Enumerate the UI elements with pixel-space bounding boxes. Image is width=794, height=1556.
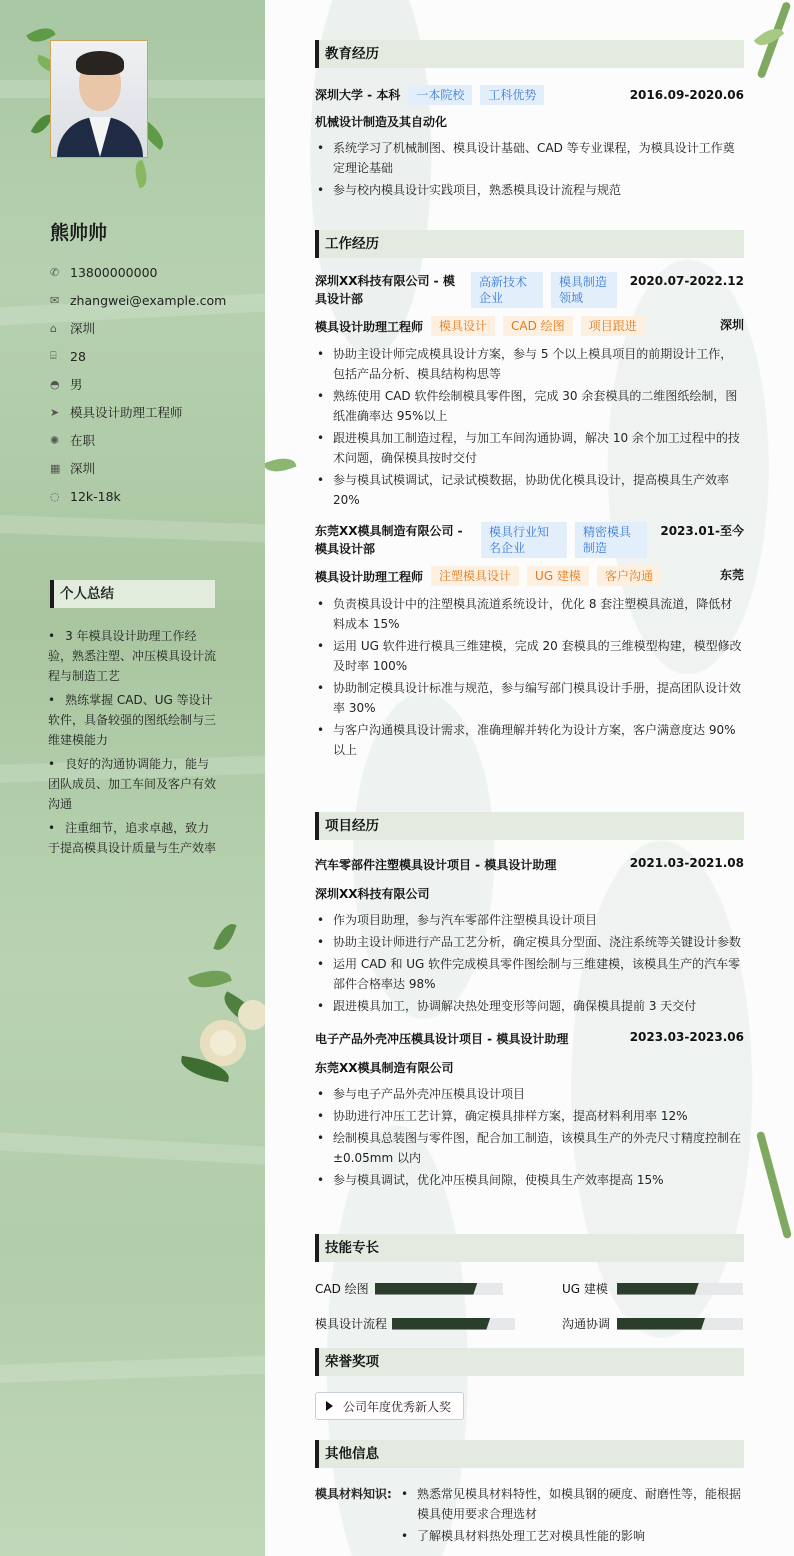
vine-decoration bbox=[756, 1131, 792, 1239]
projects-title: 项目经历 bbox=[315, 812, 744, 840]
other-item: • 熟悉常见模具材料特性，如模具钢的硬度、耐磨性等，能根据模具使用要求合理选材 bbox=[399, 1484, 744, 1524]
email-icon: ✉ bbox=[50, 293, 60, 307]
skill-bar bbox=[375, 1283, 503, 1295]
project-company: 东莞XX模具制造有限公司 bbox=[315, 1061, 454, 1075]
project-duty: • 作为项目助理，参与汽车零部件注塑模具设计项目 bbox=[315, 910, 744, 930]
job-duty: • 参与模具试模调试，记录试模数据，协助优化模具设计，提高模具生产效率 20% bbox=[315, 470, 744, 510]
phone-icon: ✆ bbox=[50, 265, 60, 279]
project-duties bbox=[315, 1084, 744, 1190]
project-name: 电子产品外壳冲压模具设计项目 - 模具设计助理 bbox=[315, 1032, 569, 1046]
info-gender bbox=[50, 370, 226, 398]
project-duty: • 协助进行冲压工艺计算，确定模具排样方案，提高材料利用率 12% bbox=[315, 1106, 744, 1126]
job-duties bbox=[315, 344, 744, 510]
school-tag: 工科优势 bbox=[480, 85, 544, 105]
leaf-decoration bbox=[131, 160, 151, 189]
info-phone bbox=[50, 258, 226, 286]
projects-section bbox=[315, 812, 744, 1192]
education-section bbox=[315, 40, 744, 202]
job-skill-tag: 模具设计 bbox=[431, 316, 495, 336]
skill-bar-fill bbox=[617, 1318, 705, 1330]
job-date: 2020.07-2022.12 bbox=[629, 274, 744, 288]
job-date: 2023.01-至今 bbox=[660, 524, 744, 538]
job-icon: ➤ bbox=[50, 405, 60, 419]
education-date: 2016.09-2020.06 bbox=[629, 88, 744, 102]
profile-photo bbox=[50, 40, 148, 158]
skills-section bbox=[315, 1234, 744, 1332]
education-list bbox=[315, 138, 744, 200]
city-icon: ▦ bbox=[50, 461, 61, 475]
job-duties bbox=[315, 594, 744, 760]
awards-title: 荣誉奖项 bbox=[315, 1348, 744, 1376]
skill-bar-fill bbox=[617, 1283, 699, 1295]
other-section bbox=[315, 1440, 744, 1548]
skill-bar bbox=[617, 1318, 743, 1330]
project-duty: • 参与电子产品外壳冲压模具设计项目 bbox=[315, 1084, 744, 1104]
project-name: 汽车零部件注塑模具设计项目 - 模具设计助理 bbox=[315, 858, 557, 872]
project-entry bbox=[315, 856, 744, 1016]
profile-name: 熊帅帅 bbox=[50, 222, 108, 244]
job-duty: • 协助制定模具设计标准与规范，参与编写部门模具设计手册，提高团队设计效率 30% bbox=[315, 678, 744, 718]
other-list bbox=[399, 1484, 744, 1548]
skill-item bbox=[315, 1280, 515, 1297]
education-header bbox=[315, 85, 744, 105]
other-row bbox=[315, 1484, 744, 1548]
project-duty: • 运用 CAD 和 UG 软件完成模具零件图绘制与三维建模，该模具生产的汽车零部件合格率达 98% bbox=[315, 954, 744, 994]
work-title: 工作经历 bbox=[315, 230, 744, 258]
job-skill-tag: CAD 绘图 bbox=[503, 316, 573, 336]
info-text: 深圳 bbox=[70, 461, 96, 476]
play-triangle-icon bbox=[326, 1401, 333, 1411]
summary-item: • 注重细节，追求卓越，致力于提高模具设计质量与生产效率 bbox=[48, 818, 218, 858]
job-skill-tag: 注塑模具设计 bbox=[431, 566, 519, 586]
info-text: 深圳 bbox=[70, 321, 96, 336]
job-duty: • 与客户沟通模具设计需求，准确理解并转化为设计方案，客户满意度达 90%以上 bbox=[315, 720, 744, 760]
work-section bbox=[315, 230, 744, 762]
project-duty: • 协助主设计师进行产品工艺分析，确定模具分型面、浇注系统等关键设计参数 bbox=[315, 932, 744, 952]
job-tag: 精密模具制造 bbox=[575, 522, 647, 558]
job-duty: • 协助主设计师完成模具设计方案，参与 5 个以上模具项目的前期设计工作，包括产品分析、模具结构构思等 bbox=[315, 344, 744, 384]
job-role: 模具设计助理工程师 bbox=[315, 569, 424, 584]
project-header bbox=[315, 1030, 744, 1047]
skill-bar-fill bbox=[392, 1318, 490, 1330]
job-skill-tag: 客户沟通 bbox=[597, 566, 661, 586]
texture-streak bbox=[0, 1132, 265, 1167]
skill-name: CAD 绘图 bbox=[315, 1282, 369, 1296]
education-item: • 参与校内模具设计实践项目，熟悉模具设计流程与规范 bbox=[315, 180, 744, 200]
skills-row bbox=[315, 1280, 744, 1297]
status-icon: ✺ bbox=[50, 433, 60, 447]
skill-bar bbox=[392, 1318, 515, 1330]
job-skill-tag: 项目跟进 bbox=[581, 316, 645, 336]
job-city: 深圳 bbox=[719, 318, 744, 332]
job-duty: • 熟练使用 CAD 软件绘制模具零件图，完成 30 余套模具的二维图纸绘制，图纸准确率达 95%以上 bbox=[315, 386, 744, 426]
info-text: 在职 bbox=[70, 433, 96, 448]
skills-row bbox=[315, 1315, 744, 1332]
job-company: 东莞XX模具制造有限公司 - 模具设计部 bbox=[315, 524, 463, 556]
project-duty: • 跟进模具加工，协调解决热处理变形等问题，确保模具提前 3 天交付 bbox=[315, 996, 744, 1016]
school-tag: 一本院校 bbox=[408, 85, 472, 105]
job-tag: 高新技术企业 bbox=[471, 272, 543, 308]
other-item: • 了解模具材料热处理工艺对模具性能的影响 bbox=[399, 1526, 744, 1546]
info-job bbox=[50, 398, 226, 426]
texture-streak bbox=[0, 1354, 265, 1383]
job-city: 东莞 bbox=[719, 568, 744, 582]
summary-list bbox=[48, 626, 218, 862]
info-text: 男 bbox=[70, 377, 83, 392]
job-entry bbox=[315, 522, 744, 760]
job-role-row bbox=[315, 316, 744, 336]
project-date: 2021.03-2021.08 bbox=[629, 856, 744, 870]
project-header bbox=[315, 856, 744, 873]
job-duty: • 负责模具设计中的注塑模具流道系统设计，优化 8 套注塑模具流道，降低材料成本 15% bbox=[315, 594, 744, 634]
project-duty: • 绘制模具总装图与零件图，配合加工制造，该模具生产的外壳尺寸精度控制在±0.05mm 以内 bbox=[315, 1128, 744, 1168]
award-label: 公司年度优秀新人奖 bbox=[343, 1399, 452, 1414]
job-duty: • 运用 UG 软件进行模具三维建模，完成 20 套模具的三维模型构建，模型修改及时率 100% bbox=[315, 636, 744, 676]
job-entry bbox=[315, 272, 744, 510]
info-status bbox=[50, 426, 226, 454]
info-salary bbox=[50, 482, 226, 510]
skill-name: 沟通协调 bbox=[562, 1317, 611, 1331]
education-title: 教育经历 bbox=[315, 40, 744, 68]
summary-item: • 3 年模具设计助理工作经验，熟悉注塑、冲压模具设计流程与制造工艺 bbox=[48, 626, 218, 686]
skills-title: 技能专长 bbox=[315, 1234, 744, 1262]
project-entry bbox=[315, 1030, 744, 1190]
info-email bbox=[50, 286, 226, 314]
summary-title: 个人总结 bbox=[50, 580, 215, 608]
education-item: • 系统学习了机械制图、模具设计基础、CAD 等专业课程，为模具设计工作奠定理论基础 bbox=[315, 138, 744, 178]
job-skill-tag: UG 建模 bbox=[527, 566, 589, 586]
skill-item bbox=[562, 1280, 744, 1297]
texture-streak bbox=[0, 514, 265, 543]
project-duties bbox=[315, 910, 744, 1016]
flower-decoration bbox=[180, 930, 265, 1090]
info-text: 模具设计助理工程师 bbox=[70, 405, 183, 420]
skill-bar bbox=[617, 1283, 743, 1295]
job-company: 深圳XX科技有限公司 - 模具设计部 bbox=[315, 274, 455, 306]
skill-item bbox=[315, 1315, 515, 1332]
home-icon: ⌂ bbox=[50, 321, 57, 335]
leaf-decoration bbox=[265, 453, 296, 476]
summary-item: • 良好的沟通协调能力，能与团队成员、加工车间及客户有效沟通 bbox=[48, 754, 218, 814]
awards-section bbox=[315, 1348, 744, 1420]
job-role-row bbox=[315, 566, 744, 586]
award-item[interactable] bbox=[315, 1392, 464, 1420]
job-header bbox=[315, 522, 744, 558]
job-header bbox=[315, 272, 744, 308]
skill-name: 模具设计流程 bbox=[315, 1317, 388, 1331]
other-title: 其他信息 bbox=[315, 1440, 744, 1468]
project-date: 2023.03-2023.06 bbox=[629, 1030, 744, 1044]
avatar bbox=[28, 18, 168, 198]
gender-icon: ◓ bbox=[50, 377, 60, 391]
skill-item bbox=[562, 1315, 744, 1332]
info-text: 28 bbox=[70, 348, 86, 364]
salary-icon: ◌ bbox=[50, 489, 60, 503]
info-text: 13800000000 bbox=[70, 264, 158, 280]
education-major: 机械设计制造及其自动化 bbox=[315, 115, 448, 129]
skill-bar-fill bbox=[375, 1283, 477, 1295]
age-icon: ⌸ bbox=[50, 349, 57, 362]
skill-name: UG 建模 bbox=[562, 1282, 608, 1296]
project-company: 深圳XX科技有限公司 bbox=[315, 887, 430, 901]
info-text: 12k-18k bbox=[70, 488, 121, 504]
school-name: 深圳大学 - 本科 bbox=[315, 88, 401, 102]
main-content bbox=[265, 0, 794, 1556]
info-city bbox=[50, 454, 226, 482]
summary-item: • 熟练掌握 CAD、UG 等设计软件，具备较强的图纸绘制与三维建模能力 bbox=[48, 690, 218, 750]
contact-info-list bbox=[50, 258, 226, 510]
job-tag: 模具行业知名企业 bbox=[481, 522, 567, 558]
job-tag: 模具制造领域 bbox=[551, 272, 617, 308]
info-age bbox=[50, 342, 226, 370]
info-text: zhangwei@example.com bbox=[70, 292, 227, 308]
sidebar bbox=[0, 0, 265, 1556]
project-duty: • 参与模具调试，优化冲压模具间隙，使模具生产效率提高 15% bbox=[315, 1170, 744, 1190]
info-home bbox=[50, 314, 226, 342]
job-role: 模具设计助理工程师 bbox=[315, 319, 424, 334]
job-duty: • 跟进模具加工制造过程，与加工车间沟通协调，解决 10 余个加工过程中的技术问题，确保模具按时交付 bbox=[315, 428, 744, 468]
other-label: 模具材料知识: bbox=[315, 1487, 392, 1501]
